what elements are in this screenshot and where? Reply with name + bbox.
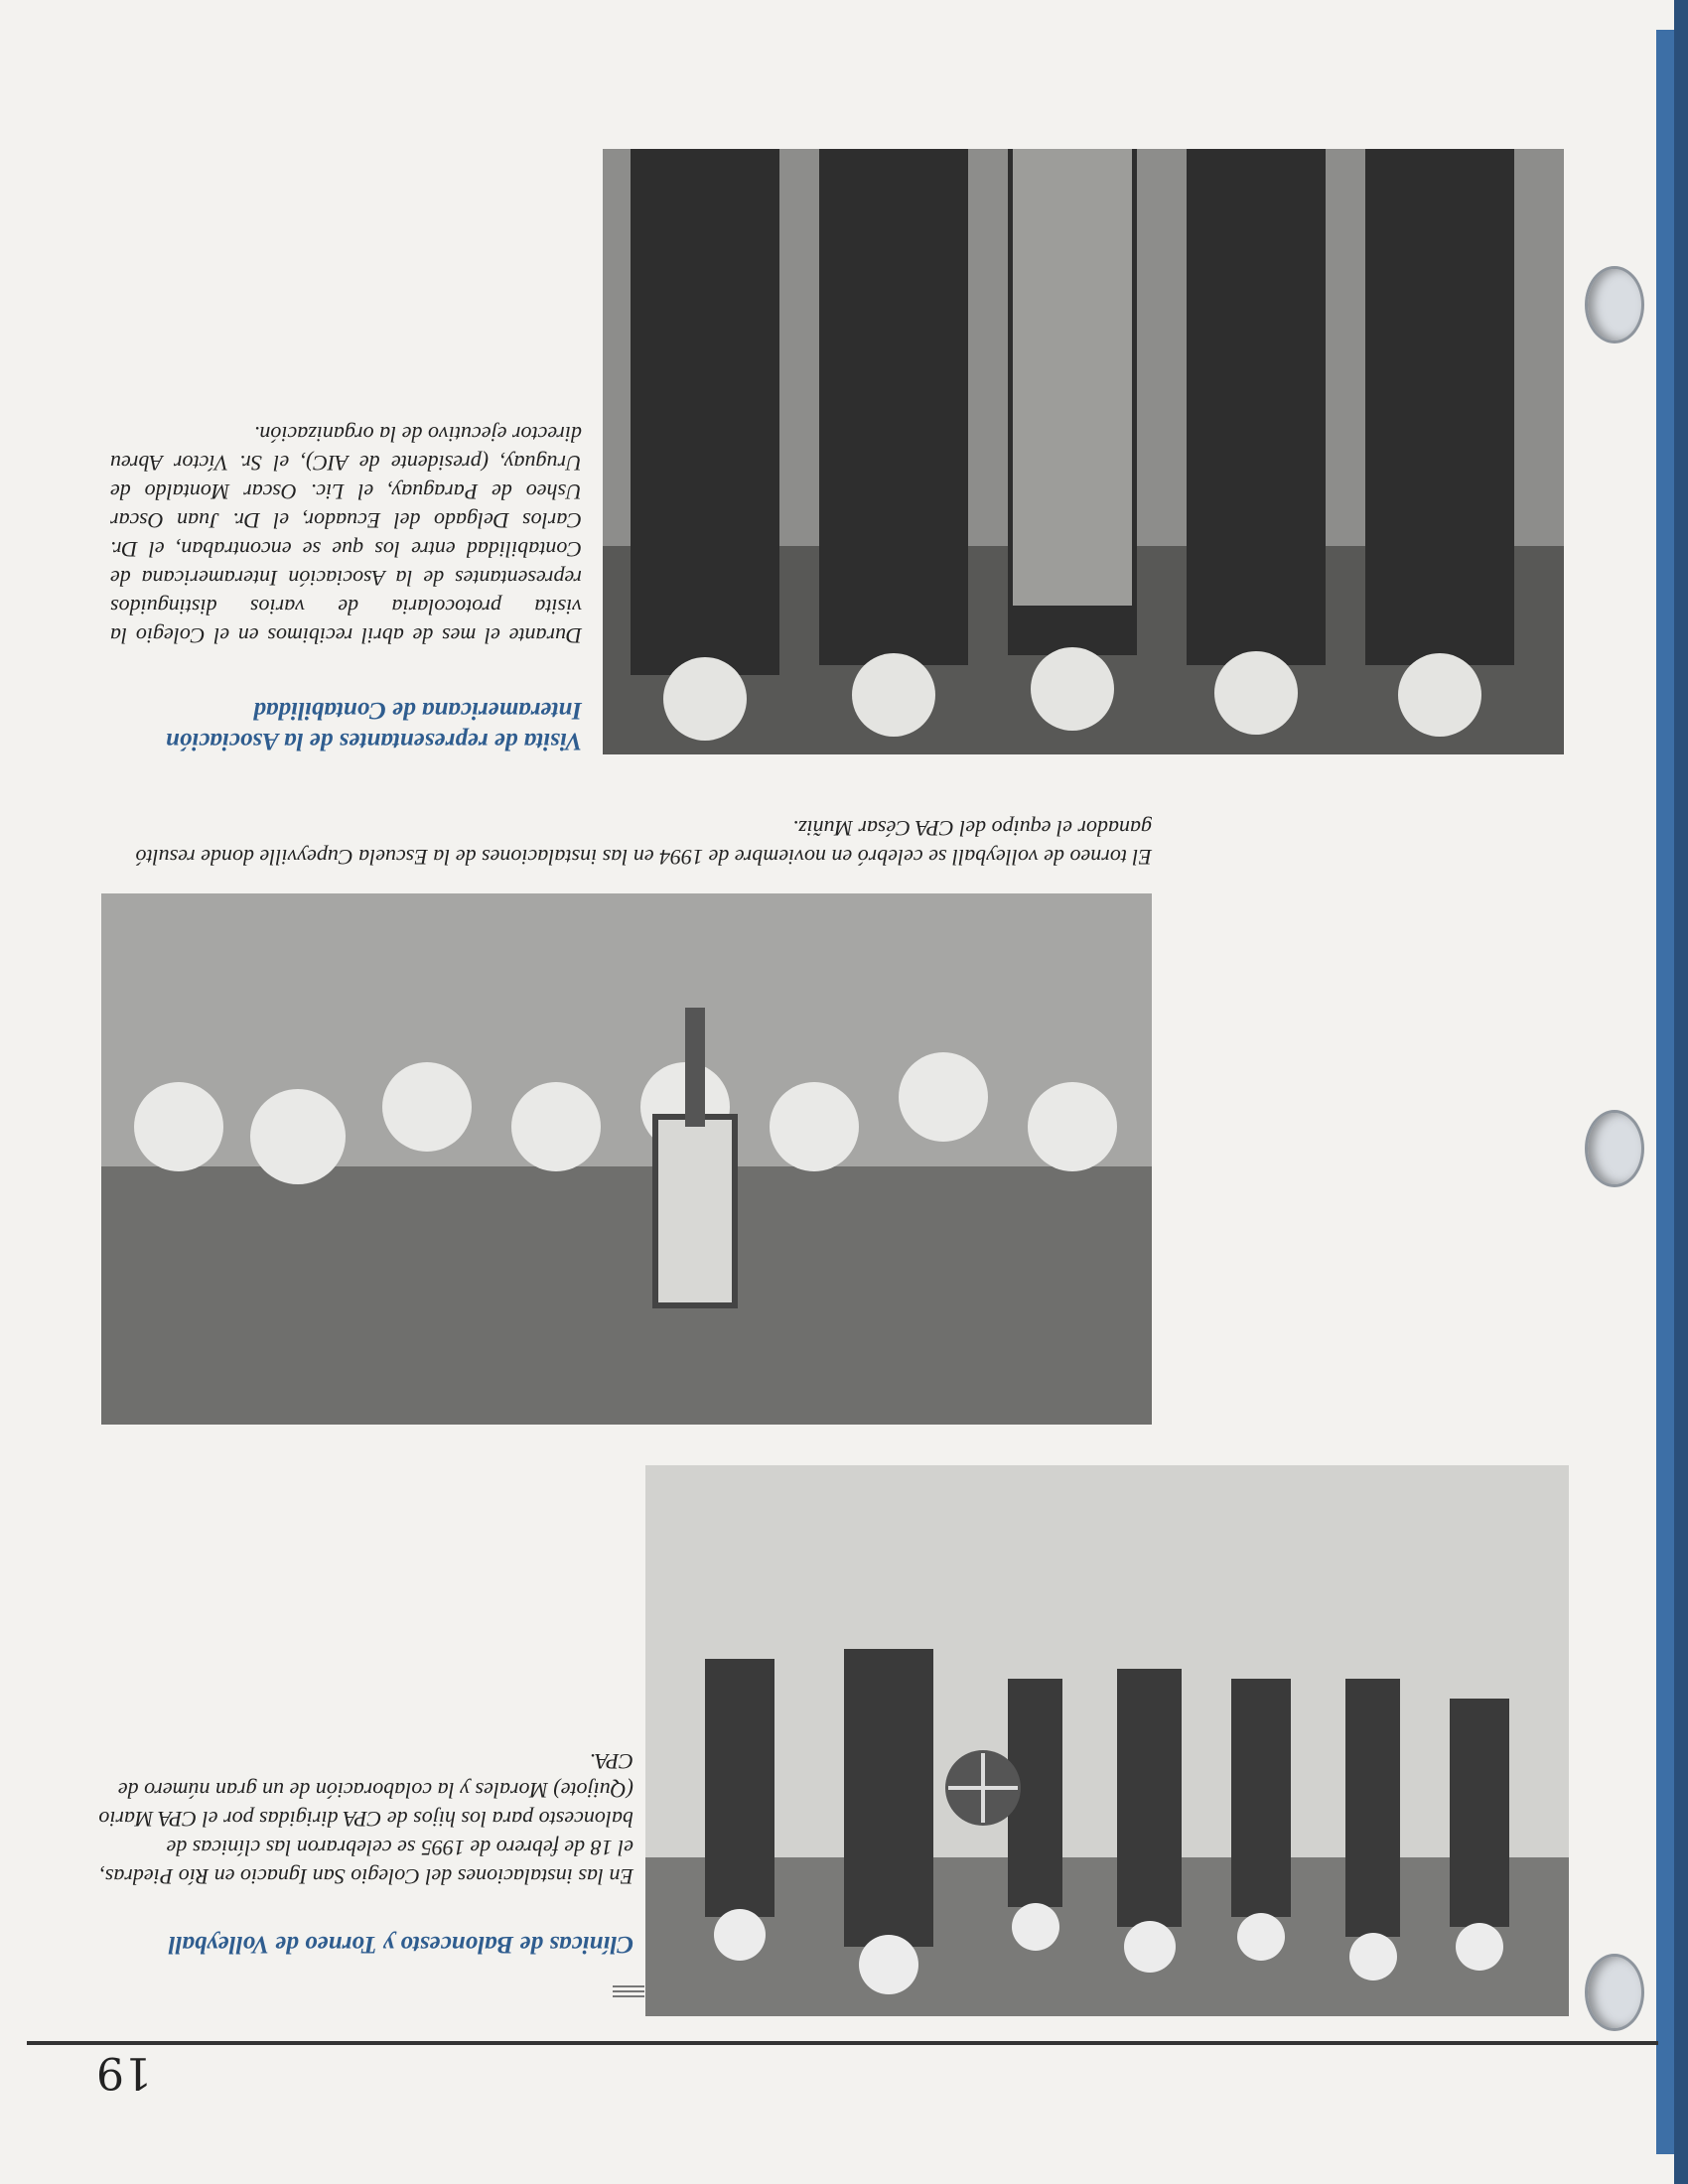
header-rule [27,2041,1658,2045]
article-1-title: Clínicas de Baloncesto y Torneo de Volleyball [168,1931,633,1958]
photo-basketball-clinic [645,1465,1569,2016]
volleyball-photo-graphic [101,893,1152,1425]
basketball-photo-graphic [645,1465,1569,2016]
aic-photo-graphic [603,149,1564,754]
article-2-title: Visita de representantes de la Asociación Interamericana de Contabilidad [165,697,582,754]
article-1-body: En las instalaciones del Colegio San Ignacio en Río Piedras, el 18 de febrero de 1995 se celebraron las clínicas de baloncesto para los hijos de CPA dirigidas por el CPA Mario (Quijote) Morales y la colaboración de un gran número de CPA. [98,1749,633,1889]
photo-volleyball-trophy [101,893,1152,1425]
page-number: 19 [96,2047,152,2098]
volleyball-caption: El torneo de volleyball se celebró en noviembre de 1994 en las instalaciones de la Escuela Cupeyville donde resultó ganador el equipo del CPA César Muñiz. [135,816,1152,870]
heading-ornament [613,1982,644,1997]
article-2-body: Durante el mes de abril recibimos en el Colegio la visita protocolaria de varios distinguidos representantes de la Asociación Interamericana de Contabilidad entre los que se encontraban, el Dr. Carlos Delgado del Ecuador, el Dr. Juan Oscar Usheo de Paraguay, el Lic. Oscar Montaldo de Uruguay, (presidente de AIC), el Sr. Víctor Abreu director ejecutivo de la organización. [110,422,582,648]
photo-aic-visit [603,149,1564,754]
